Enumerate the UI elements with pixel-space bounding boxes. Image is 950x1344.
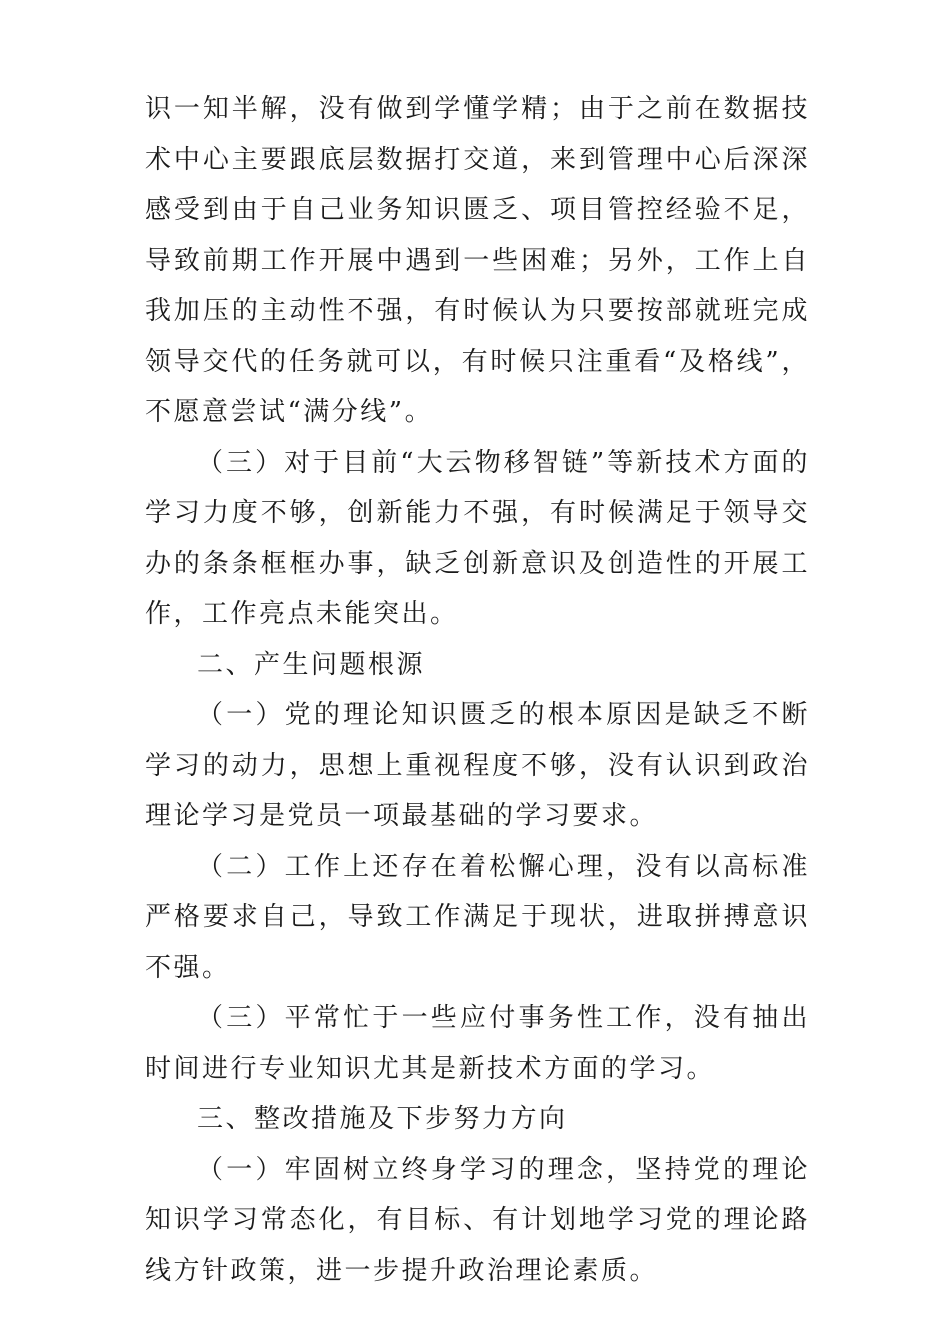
paragraph-continued: 识一知半解，没有做到学懂学精；由于之前在数据技术中心主要跟底层数据打交道，来到管理中心后深深感受到由于自己业务知识匮乏、项目管控经验不足，导致前期工作开展中遇到一些困难；另外，工作上自我加压的主动性不强，有时候认为只要按部就班完成领导交代的任务就可以，有时候只注重看“及格线”，不愿意尝试“满分线”。 <box>145 94 810 427</box>
paragraph-section-1-item-3: （三）对于目前“大云物移智链”等新技术方面的学习力度不够，创新能力不强，有时候满足于领导交办的条条框框办事，缺乏创新意识及创造性的开展工作，工作亮点未能突出。 <box>145 447 810 629</box>
paragraph-section-3-item-1: （一）牢固树立终身学习的理念，坚持党的理论知识学习常态化，有目标、有计划地学习党的理论路线方针政策，进一步提升政治理论素质。 <box>145 1154 810 1286</box>
paragraph-section-2-item-3: （三）平常忙于一些应付事务性工作，没有抽出时间进行专业知识尤其是新技术方面的学习。 <box>145 1003 810 1084</box>
paragraph-section-2-item-2: （二）工作上还存在着松懈心理，没有以高标准严格要求自己，导致工作满足于现状，进取拼搏意识不强。 <box>145 851 810 983</box>
paragraph-section-2-item-1: （一）党的理论知识匮乏的根本原因是缺乏不断学习的动力，思想上重视程度不够，没有认识到政治理论学习是党员一项最基础的学习要求。 <box>145 700 810 831</box>
section-heading-2: 二、产生问题根源 <box>197 649 426 680</box>
document-page <box>145 84 810 1296</box>
section-heading-3: 三、整改措施及下步努力方向 <box>197 1104 568 1134</box>
